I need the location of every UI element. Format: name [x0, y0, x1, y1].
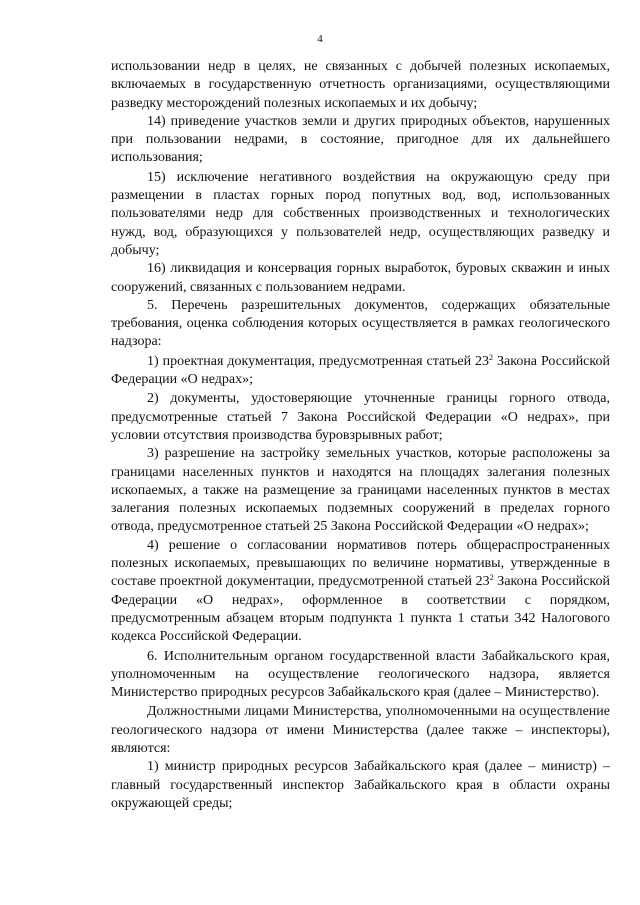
paragraph-doc-1-text: 1) проектная документация, предусмотренная статьей 23	[147, 353, 490, 369]
document-body	[111, 58, 610, 813]
paragraph-officials: Должностными лицами Министерства, уполномоченными на осуществление геологического надзора от имени Министерства (далее также – инспекторы), являются:	[111, 704, 610, 756]
paragraph-official-1: 1) министр природных ресурсов Забайкальского края (далее – министр) – главный государственный инспектор Забайкальского края в области охраны окружающей среды;	[111, 759, 610, 811]
paragraph-continuation: использовании недр в целях, не связанных с добычей полезных ископаемых, включаемых в государственную отчетность организациями, осуществляющими разведку месторождений полезных ископаемых и их добычу;	[111, 59, 610, 111]
paragraph-doc-1	[111, 353, 610, 390]
paragraph-item-16: 16) ликвидация и консервация горных выработок, буровых скважин и иных сооружений, связанных с пользованием недрами.	[111, 261, 610, 295]
paragraph-section-5: 5. Перечень разрешительных документов, содержащих обязательные требования, оценка соблюдения которых осуществляется в рамках геологического надзора:	[111, 297, 610, 350]
paragraph-section-6: 6. Исполнительным органом государственной власти Забайкальского края, уполномоченным на осуществление геологического надзора, является Министерство природных ресурсов Забайкальского края (далее – Министерство).	[111, 648, 610, 701]
paragraph-doc-4-text: 4) решение о согласовании нормативов потерь общераспространенных полезных ископаемых, превышающих по величине нормативы, утвержденные в составе проектной документации, предусмотренной статьей 23	[111, 537, 610, 590]
paragraph-doc-3: 3) разрешение на застройку земельных участков, которые расположены за границами населенных пунктов и находятся на площадях залегания полезных ископаемых, а также на размещение за границами населенных пунктов в местах залегания полезных ископаемых подземных сооружений в пределах горного отвода, предусмотренное статьей 25 Закона Российской Федерации «О недрах»;	[111, 446, 610, 535]
page-number: 4	[317, 33, 323, 45]
paragraph-doc-1-text-end: Закона Российской Федерации «О недрах»;	[111, 353, 610, 388]
paragraph-doc-4-text-end: Закона Российской Федерации «О недрах», оформленное в соответствии с порядком, предусмотренным абзацем вторым подпункта 1 пункта 1 статьи 342 Налогового кодекса Российской Федерации.	[111, 574, 610, 645]
paragraph-item-14: 14) приведение участков земли и других природных объектов, нарушенных при пользовании недрами, в состояние, пригодное для их дальнейшего использования;	[111, 113, 610, 166]
paragraph-doc-2: 2) документы, удостоверяющие уточненные границы горного отвода, предусмотренные статьей 7 Закона Российской Федерации «О недрах», при условии отсутствия производства буровзрывных работ;	[111, 391, 610, 443]
superscript: 2	[489, 352, 494, 362]
paragraph-item-15: 15) исключение негативного воздействия на окружающую среду при размещении в пластах горных пород попутных вод, вод, использованных пользователями недр для собственных производственных и технологических нужд, вод, образующихся у пользователей недр, осуществляющих разведку и добычу;	[111, 169, 610, 258]
paragraph-doc-4	[111, 537, 610, 647]
superscript: 2	[489, 573, 494, 583]
